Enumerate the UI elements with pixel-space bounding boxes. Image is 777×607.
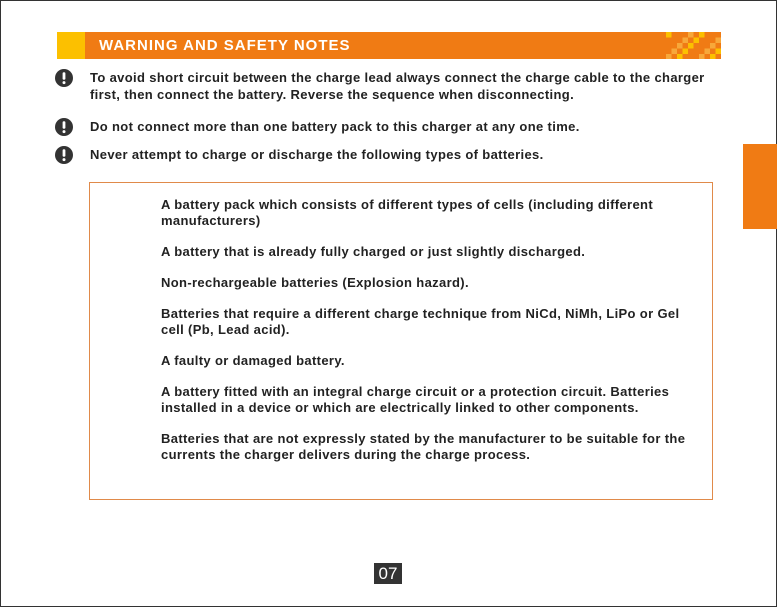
- battery-types-list: [161, 197, 706, 478]
- list-item: Batteries that are not expressly stated by the manufacturer to be suitable for the currents the charger delivers during the charge process.: [161, 431, 686, 462]
- exclamation-icon: [55, 118, 73, 136]
- list-item: A faulty or damaged battery.: [161, 353, 345, 368]
- side-tab: [743, 144, 777, 229]
- header-tag: [57, 32, 85, 59]
- list-item: Batteries that require a different charge technique from NiCd, NiMh, LiPo or Gel cell (Pb, Lead acid).: [161, 306, 680, 337]
- battery-types-box: [89, 182, 713, 500]
- checker-pattern-icon: [666, 32, 721, 59]
- section-title: WARNING AND SAFETY NOTES: [99, 37, 351, 54]
- list-item: A battery pack which consists of different types of cells (including different manufacturers): [161, 197, 654, 228]
- warning-text: Do not connect more than one battery pack to this charger at any one time.: [90, 119, 580, 134]
- list-item: A battery fitted with an integral charge circuit or a protection circuit. Batteries installed in a device or which are electrically linked to other components.: [161, 384, 670, 415]
- list-item: A battery that is already fully charged or just slightly discharged.: [161, 244, 586, 259]
- list-item: Non-rechargeable batteries (Explosion hazard).: [161, 275, 469, 290]
- warning-text: To avoid short circuit between the charge lead always connect the charge cable to the charger first, then connect the battery. Reverse the sequence when disconnecting.: [90, 70, 705, 102]
- exclamation-icon: [55, 69, 73, 87]
- page-number: 07: [374, 563, 402, 584]
- warning-text: Never attempt to charge or discharge the following types of batteries.: [90, 147, 544, 162]
- exclamation-icon: [55, 146, 73, 164]
